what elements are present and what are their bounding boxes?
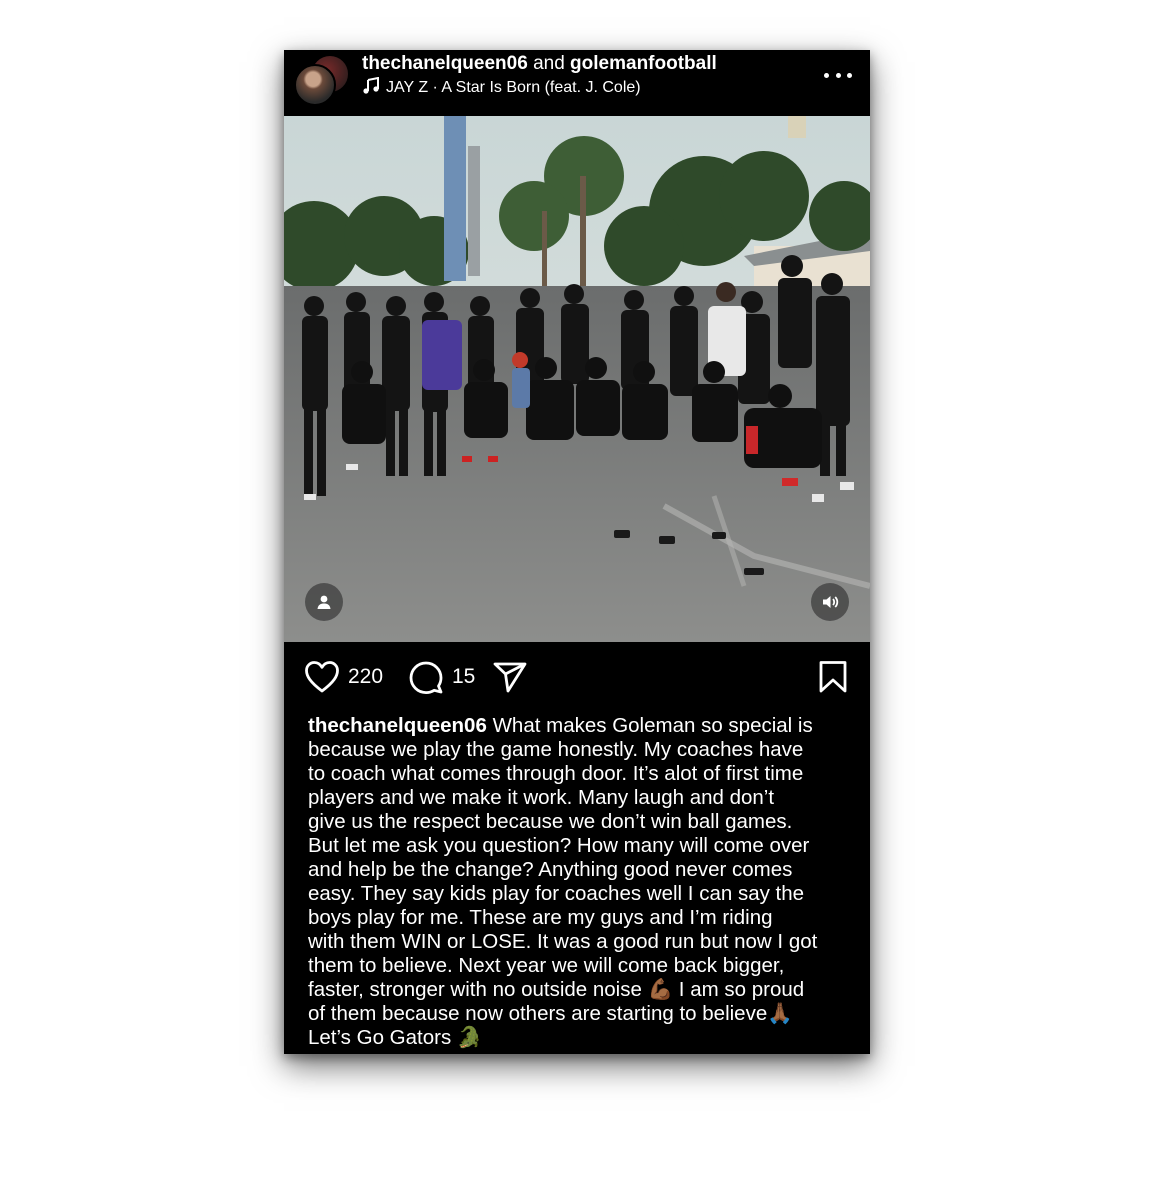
caption-line: because we play the game honestly. My coaches have [308, 738, 804, 761]
caption-line: boys play for me. These are my guys and I’m riding [308, 906, 773, 929]
more-icon [824, 73, 829, 78]
caption-text: What makes Goleman so special is [492, 714, 813, 737]
music-attribution[interactable] [362, 77, 641, 98]
like-button[interactable] [304, 660, 383, 694]
caption-line: easy. They say kids play for coaches well I can say the [308, 882, 805, 905]
caption-line: But let me ask you question? How many will come over [308, 834, 810, 857]
caption-line: players and we make it work. Many laugh and don’t [308, 786, 775, 809]
bookmark-icon [818, 660, 848, 694]
caption-line: to coach what comes through door. It’s alot of first time [308, 762, 804, 785]
music-track: JAY Z · A Star Is Born (feat. J. Cole) [386, 79, 641, 96]
caption-line: Let’s Go Gators 🐊 [308, 1026, 483, 1049]
caption-line: them to believe. Next year we will come back bigger, [308, 954, 785, 977]
caption-line: and help be the change? Anything good never comes [308, 858, 793, 881]
comment-button[interactable] [408, 660, 475, 694]
post-actions [284, 642, 870, 712]
save-button[interactable] [818, 660, 848, 694]
authors-joiner: and [533, 53, 565, 74]
post-caption [308, 714, 852, 1050]
post-photo[interactable] [284, 116, 870, 642]
caption-username[interactable]: thechanelqueen06 [308, 714, 487, 737]
share-button[interactable] [492, 660, 528, 694]
music-note-icon [362, 77, 380, 95]
avatar-stack[interactable] [294, 54, 346, 106]
like-count[interactable]: 220 [348, 665, 384, 688]
caption-line: faster, stronger with no outside noise 💪🏾 I am so proud [308, 978, 805, 1001]
user-tag-icon [315, 593, 333, 611]
author-link-2[interactable]: golemanfootball [570, 53, 717, 74]
author-link-1[interactable]: thechanelqueen06 [362, 53, 528, 74]
tagged-people-button[interactable] [305, 583, 343, 621]
send-icon [492, 660, 528, 694]
heart-icon [304, 660, 340, 694]
post-authors [362, 52, 717, 76]
more-icon-dot [847, 73, 852, 78]
speaker-icon [820, 592, 840, 612]
sound-toggle-button[interactable] [811, 583, 849, 621]
caption-line: with them WIN or LOSE. It was a good run but now I got [308, 930, 818, 953]
comment-icon [408, 660, 444, 694]
caption-line: of them because now others are starting to believe🙏🏾 [308, 1002, 793, 1025]
caption-line [308, 714, 852, 738]
instagram-post [284, 50, 870, 1054]
more-options-button[interactable] [824, 66, 852, 84]
team-photo [284, 116, 870, 642]
more-icon-dot [836, 73, 841, 78]
avatar-thechanelqueen06[interactable] [294, 64, 336, 106]
caption-line: give us the respect because we don’t win ball games. [308, 810, 793, 833]
post-header [284, 50, 870, 116]
comment-count[interactable]: 15 [452, 665, 476, 688]
